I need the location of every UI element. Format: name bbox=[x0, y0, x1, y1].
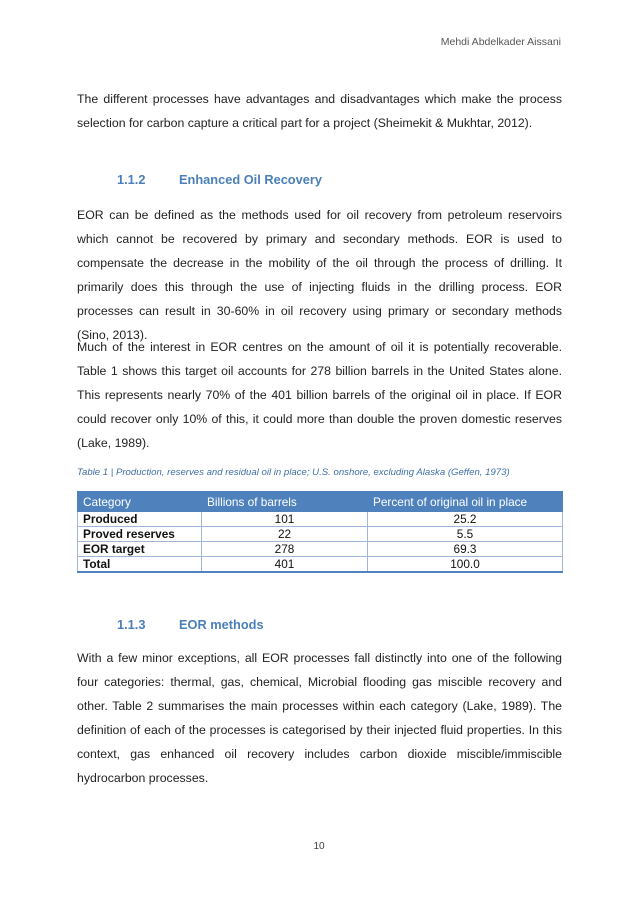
section-number: 1.1.2 bbox=[117, 172, 146, 187]
section-heading-eor-methods bbox=[117, 617, 264, 632]
column-header: Percent of original oil in place bbox=[368, 492, 563, 512]
eor-paragraph-1: EOR can be defined as the methods used for oil recovery from petroleum reservoirs which cannot be recovered by primary and secondary methods. EOR is used to compensate the decrease in the mobility of the oil through the process of drilling. It primarily does this through the use of injecting fluids in the drilling process. EOR processes can result in 30-60% in oil recovery using primary or secondary methods (Sino, 2013). bbox=[77, 208, 562, 342]
table-cell: 100.0 bbox=[368, 557, 563, 573]
table-cell: EOR target bbox=[78, 542, 202, 557]
table-cell: 69.3 bbox=[368, 542, 563, 557]
table-cell: Produced bbox=[78, 512, 202, 527]
table-cell: 401 bbox=[202, 557, 368, 573]
table-cell: 25.2 bbox=[368, 512, 563, 527]
table-row bbox=[78, 557, 563, 573]
eor-paragraph-2: Much of the interest in EOR centres on the amount of oil it is potentially recoverable. Table 1 shows this target oil accounts for 278 billion barrels in the United States alone. This represents nearly 70% of the 401 billion barrels of the original oil in place. If EOR could recover only 10% of this, it could more than double the proven domestic reserves (Lake, 1989). bbox=[77, 340, 562, 450]
page-number: 10 bbox=[313, 841, 325, 852]
section-title: EOR methods bbox=[179, 617, 264, 632]
table-row bbox=[78, 512, 563, 527]
table-caption: Table 1 | Production, reserves and residual oil in place; U.S. onshore, excluding Alaska (Geffen, 1973) bbox=[77, 467, 510, 478]
table-row bbox=[78, 527, 563, 542]
section-heading-eor bbox=[117, 172, 322, 187]
table-header-row bbox=[78, 492, 563, 512]
data-table bbox=[77, 491, 563, 573]
section-number: 1.1.3 bbox=[117, 617, 146, 632]
header-author: Mehdi Abdelkader Aissani bbox=[440, 36, 561, 48]
table-cell: 278 bbox=[202, 542, 368, 557]
table-row bbox=[78, 542, 563, 557]
table-cell: Proved reserves bbox=[78, 527, 202, 542]
intro-paragraph: The different processes have advantages and disadvantages which make the process selection for carbon capture a critical part for a project (Sheimekit & Mukhtar, 2012). bbox=[77, 92, 562, 130]
table-cell: Total bbox=[78, 557, 202, 573]
table-cell: 5.5 bbox=[368, 527, 563, 542]
table-cell: 22 bbox=[202, 527, 368, 542]
column-header: Category bbox=[78, 492, 202, 512]
column-header: Billions of barrels bbox=[202, 492, 368, 512]
section-title: Enhanced Oil Recovery bbox=[179, 172, 322, 187]
table-cell: 101 bbox=[202, 512, 368, 527]
methods-paragraph: With a few minor exceptions, all EOR processes fall distinctly into one of the following four categories: thermal, gas, chemical, Microbial flooding gas miscible recovery and other. Table 2 summarises the main processes within each category (Lake, 1989). The definition of each of the processes is categorised by their injected fluid properties. In this context, gas enhanced oil recovery includes carbon dioxide miscible/immiscible hydrocarbon processes. bbox=[77, 651, 562, 785]
